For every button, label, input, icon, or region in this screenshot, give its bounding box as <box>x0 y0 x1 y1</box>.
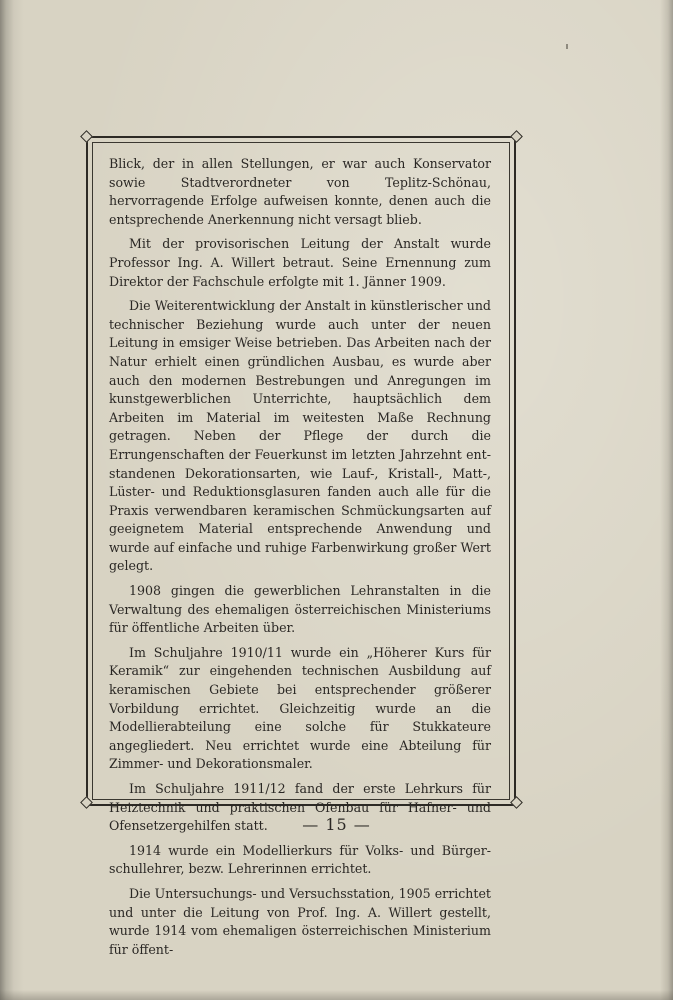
paragraph: Im Schuljahre 1910/11 wurde ein „Höherer Kurs für Keramik“ zur eingehenden technischen Ausbildung auf keramischen Gebiete bei entsprechender größerer Vorbildung errichtet. Gleichzeitig wurde an die Modellierabteilung eine solche für Stukkateure angegliedert. Neu errichtet wurde eine Abteilung für Zimmer- und Dekorationsmaler. <box>109 644 491 772</box>
paper-speck <box>566 44 568 49</box>
paragraph: Im Schuljahre 1911/12 fand der erste Lehrkurs für Heiztechnik und praktischen Ofenbau für Hafner- und Ofensetzergehilfen statt. <box>109 781 491 834</box>
paragraph: Mit der provisorischen Leitung der Anstalt wurde Professor Ing. A. Willert betraut. Seine Ernennung zum Direktor der Fachschule erfolgte mit 1. Jänner 1909. <box>109 236 491 289</box>
paragraph: 1908 gingen die gewerblichen Lehranstalten in die Verwaltung des ehemaligen österreichischen Ministeriums für öffentliche Arbeiten über. <box>109 583 491 636</box>
page-number: — 15 — <box>302 815 371 834</box>
paragraph: Die Weiterentwicklung der Anstalt in künstlerischer und technischer Beziehung wurde auch unter der neuen Leitung in emsiger Weise betrieben. Das Arbeiten nach der Natur erhielt einen gründlichen Ausbau, es wurde aber auch den modernen Bestrebungen und Anregungen im kunstgewerblichen Unterrichte, hauptsächlich dem Arbeiten im Material im weitesten Maße Rechnung getragen. Neben der Pflege der durch die Errungenschaften der Feuerkunst im letzten Jahrzehnt entstandenen Dekorationsarten, wie Lauf-, Kristall-, Matt-, Lüster- und Reduktionsglasuren fanden auch alle für die Praxis verwendbaren keramischen Schmückungsarten auf geeignetem Material entsprechende Anwendung und wurde auf einfache und ruhige Farbenwirkung großer Wert gelegt. <box>109 298 491 574</box>
paragraph: 1914 wurde ein Modellierkurs für Volks- und Bürgerschullehrer, bezw. Lehrerinnen errichtet. <box>109 842 491 877</box>
paragraph: Blick, der in allen Stellungen, er war auch Konservator sowie Stadtverordneter von Teplitz-Schönau, hervorragende Erfolge aufweisen konnte, denen auch die entsprechende Anerkennung nicht versagt blieb. <box>109 156 491 227</box>
paragraph: Die Untersuchungs- und Versuchsstation, 1905 errichtet und unter die Leitung von Prof. Ing. A. Willert gestellt, wurde 1914 vom ehemaligen österreichischen Ministerium für öffent- <box>109 885 491 957</box>
body-text <box>109 155 491 965</box>
